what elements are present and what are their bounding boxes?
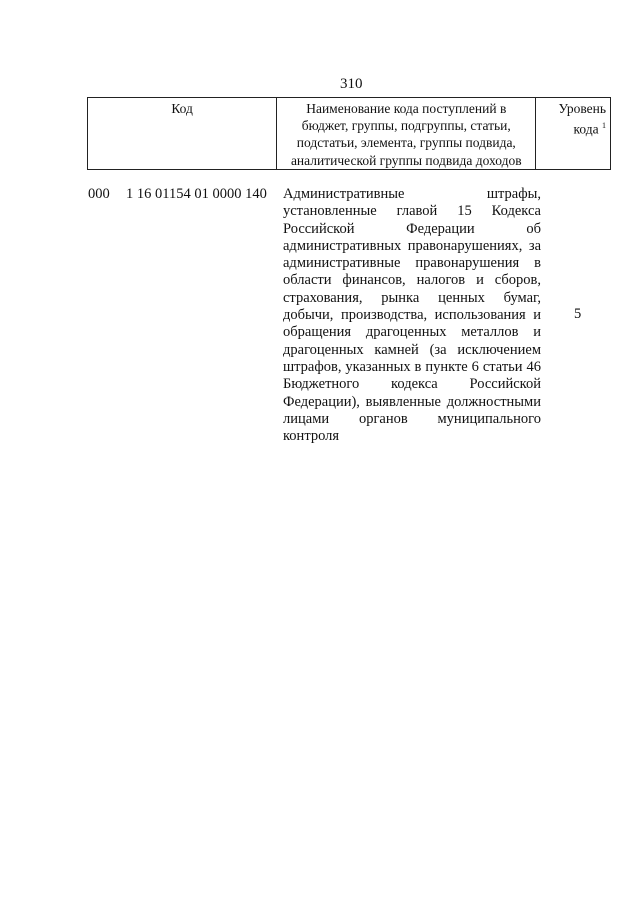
header-name-line: Наименование кода поступлений в <box>306 101 507 116</box>
description-line: штрафов, указанных в пункте 6 статьи 46 <box>283 358 541 375</box>
description-line: административные правонарушения в <box>283 255 541 272</box>
footnote-marker: 1 <box>602 121 606 131</box>
page-number: 310 <box>340 76 363 92</box>
description-line: области финансов, налогов и сборов, <box>283 272 541 289</box>
header-level-line: Уровень <box>558 101 606 116</box>
description-line: контроля <box>283 428 340 445</box>
header-code: Код <box>88 98 277 170</box>
description-line: лицами органов муниципального <box>283 410 541 427</box>
description-line: Российской Федерации об <box>283 220 541 237</box>
description <box>283 186 541 445</box>
description-line: добычи, производства, использования и <box>283 307 541 324</box>
header-level-line <box>536 117 606 138</box>
description-line: обращения драгоценных металлов и <box>283 324 541 341</box>
header-name <box>277 98 536 170</box>
header-level-word: кода <box>573 121 599 137</box>
budget-code: 1 16 01154 01 0000 140 <box>126 186 267 202</box>
header-level <box>536 98 611 170</box>
description-line: драгоценных камней (за исключением <box>283 341 541 358</box>
description-line: Бюджетного кодекса Российской <box>283 376 541 393</box>
description-line: Административные штрафы, <box>283 186 541 202</box>
header-name-line: аналитической группы подвида доходов <box>290 152 522 168</box>
description-line: административных правонарушениях, за <box>283 237 541 254</box>
table-header <box>87 97 611 170</box>
header-name-line: подстатьи, элемента, группы подвида, <box>296 135 516 151</box>
level-value: 5 <box>574 306 582 322</box>
description-line: установленные главой 15 Кодекса <box>283 203 541 220</box>
description-line: Федерации), выявленные должностными <box>283 393 541 410</box>
header-name-line: бюджет, группы, подгруппы, статьи, <box>301 118 511 134</box>
description-line: страхования, рынка ценных бумаг, <box>283 289 541 306</box>
admin-code: 000 <box>88 186 110 202</box>
